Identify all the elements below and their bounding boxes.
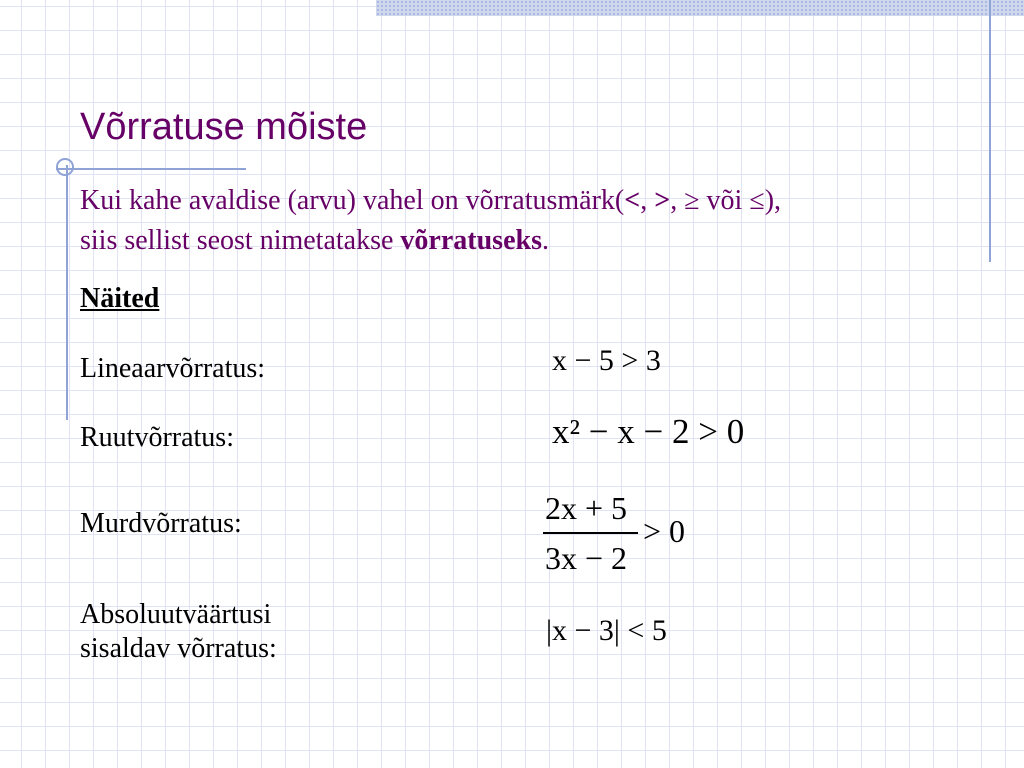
formula-linear xyxy=(552,344,661,378)
decorative-vertical-line-left xyxy=(66,165,68,420)
slide-title: Võrratuse mõiste xyxy=(80,106,368,148)
intro-paragraph: Kui kahe avaldise (arvu) vahel on võrratusmärk(<, >, ≥ või ≤), siis sellist seost nimetatakse võrratuseks. xyxy=(80,185,782,256)
formula-absolute xyxy=(546,614,667,648)
decorative-horizontal-line xyxy=(56,168,246,170)
top-decorative-band xyxy=(376,0,1024,16)
formula-rational-denominator: 3x − 2 xyxy=(545,540,628,576)
example-label-quadratic: Ruutvõrratus: xyxy=(80,422,234,453)
decorative-circle xyxy=(56,158,74,176)
formula-linear-text: x − 5 > 3 xyxy=(552,344,661,377)
formula-quadratic xyxy=(552,412,744,452)
decorative-vertical-line-right xyxy=(989,0,991,262)
fraction-bar xyxy=(543,532,638,534)
formula-quadratic-text: x² − x − 2 > 0 xyxy=(552,412,745,451)
formula-rational-rhs: > 0 xyxy=(643,513,686,549)
intro-bold-term: võrratuseks xyxy=(400,225,542,256)
examples-heading: Näited xyxy=(80,283,160,314)
example-label-linear: Lineaarvõrratus: xyxy=(80,353,266,384)
formula-rational-numerator: 2x + 5 xyxy=(545,490,628,526)
formula-absolute-text: |x − 3| < 5 xyxy=(546,614,667,647)
example-label-rational: Murdvõrratus: xyxy=(80,508,242,539)
example-label-absolute: Absoluutväärtusi sisaldav võrratus: xyxy=(80,599,277,664)
